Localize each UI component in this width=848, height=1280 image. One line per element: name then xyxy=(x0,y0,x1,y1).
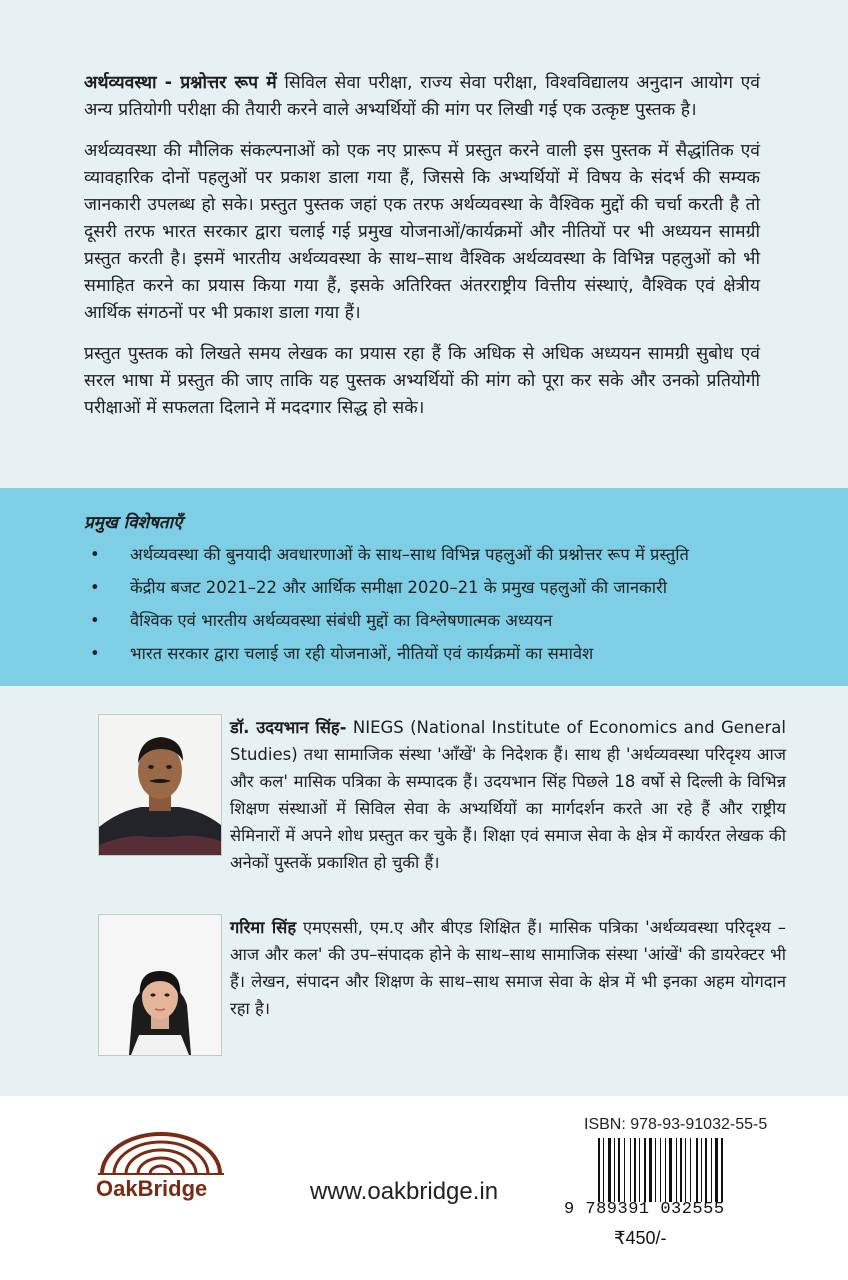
feature-text: केंद्रीय बजट 2021–22 और आर्थिक समीक्षा 2020–21 के प्रमुख पहलुओं की जानकारी xyxy=(130,578,667,597)
feature-item xyxy=(84,571,784,604)
feature-text: अर्थव्यवस्था की बुनयादी अवधारणाओं के साथ–साथ विभिन्न पहलुओं की प्रश्नोत्तर रूप में प्रस्तुति xyxy=(130,545,689,564)
author-name: गरिमा सिंह xyxy=(230,918,297,937)
intro-paragraph-1 xyxy=(84,70,760,124)
barcode-icon xyxy=(596,1138,758,1202)
barcode-number: 9 789391 032555 xyxy=(564,1200,725,1219)
feature-item xyxy=(84,538,784,571)
intro-paragraph-3: प्रस्तुत पुस्तक को लिखते समय लेखक का प्रयास रहा हैं कि अधिक से अधिक अध्ययन सामग्री सुबोध एवं सरल भाषा में प्रस्तुत की जाए ताकि यह पुस्तक अभ्यर्थियों की मांग को पूरा कर सके और उनको प्रतियोगी परीक्षाओं में सफलता दिलाने में मददगार सिद्ध हो सके। xyxy=(84,344,760,418)
features-heading: प्रमुख विशेषताएँ xyxy=(84,513,183,533)
intro-paragraph-2: अर्थव्यवस्था की मौलिक संकल्पनाओं को एक नए प्रारूप में प्रस्तुत करने वाली इस पुस्तक में सैद्धांतिक एवं व्यावहारिक दोनों पहलुओं पर प्रकाश डाला गया हैं, जिससे कि अभ्यर्थियों में विषय के संदर्भ की सम्यक जानकारी उपलब्ध हो सके। प्रस्तुत पुस्तक जहां एक तरफ अर्थव्यवस्था के वैश्विक मुद्दों की चर्चा करती है तो दूसरी तरफ भारत सरकार द्वारा चलाई गई प्रमुख योजनाओं/कार्यक्रमों और नीतियों पर भी अध्ययन सामग्री प्रस्तुत करती है। इसमें भारतीय अर्थव्यवस्था के साथ–साथ वैश्विक अर्थव्यवस्था के विभिन्न पहलुओं को भी समाहित करने का प्रयास किया गया हैं, इसके अतिरिक्त अंतरराष्ट्रीय वित्तीय संस्थाएं, वैश्विक एवं क्षेत्रीय आर्थिक संगठनों पर भी प्रकाश डाला गया हैं। xyxy=(84,141,760,323)
author-photo-female xyxy=(98,914,222,1056)
feature-text: वैश्विक एवं भारतीय अर्थव्यवस्था संबंधी मुद्दों का विश्लेषणात्मक अध्ययन xyxy=(130,611,553,630)
feature-item xyxy=(84,637,784,670)
book-title-inline: अर्थव्यवस्था - प्रश्नोत्तर रूप में xyxy=(84,73,277,93)
publisher-website: www.oakbridge.in xyxy=(310,1178,499,1205)
feature-item xyxy=(84,604,784,637)
back-cover-footer xyxy=(0,1096,848,1280)
features-band xyxy=(0,488,848,686)
author-bio-text: NIEGS (National Institute of Economics and General Studies) तथा सामाजिक संस्था 'आँखें' के निदेशक हैं। साथ ही 'अर्थव्यवस्था परिदृश्य आज और कल' मासिक पत्रिका के सम्पादक हैं। उदयभान सिंह पिछले 18 वर्षो से दिल्ली के विभिन्न शिक्षण संस्थाओं में सिविल सेवा के अभ्यर्थियों का मार्गदर्शन करते आ रहे हैं और राष्ट्रीय सेमिनारों में अपने शोध प्रस्तुत कर चुके हैं। शिक्षा एवं समाज सेवा के क्षेत्र में कार्यरत लेखक की अनेकों पुस्तकें प्रकाशित हो चुकी हैं। xyxy=(230,718,786,872)
author-bio-2 xyxy=(230,914,786,1022)
bullet-icon: • xyxy=(90,611,100,630)
feature-text: भारत सरकार द्वारा चलाई जा रही योजनाओं, नीतियों एवं कार्यक्रमों का समावेश xyxy=(130,644,594,663)
author-photo-male xyxy=(98,714,222,856)
author-bio-1 xyxy=(230,714,786,876)
intro-paragraph-1-text: सिविल सेवा परीक्षा, राज्य सेवा परीक्षा, विश्वविद्यालय अनुदान आयोग एवं अन्य प्रतियोगी परीक्षा की तैयारी करने वाले अभ्यर्थियों की मांग पर लिखी गई एक उत्कृष्ट पुस्तक है। xyxy=(84,73,760,120)
bullet-icon: • xyxy=(90,545,100,564)
price-label: ₹450/- xyxy=(614,1228,667,1248)
features-list xyxy=(84,538,784,670)
isbn-label: ISBN: 978-93-91032-55-5 xyxy=(584,1116,768,1133)
description-section xyxy=(0,0,848,488)
author-bio-text: एमएससी, एम.ए और बीएड शिक्षित हैं। मासिक पत्रिका 'अर्थव्यवस्था परिदृश्य – आज और कल' की उप–संपादक होने के साथ–साथ सामाजिक संस्था 'आंखें' की डायरेक्टर भी हैं। लेखन, संपादन और शिक्षण के साथ–साथ समाज सेवा के क्षेत्र में भी इनका अहम योगदान रहा है। xyxy=(230,918,786,1018)
book-description xyxy=(84,70,760,436)
authors-section xyxy=(0,686,848,1096)
publisher-logo-text: OakBridge xyxy=(96,1176,208,1201)
author-name: डॉ. उदयभान सिंह- xyxy=(230,718,347,737)
bullet-icon: • xyxy=(90,644,100,663)
bullet-icon: • xyxy=(90,578,100,597)
